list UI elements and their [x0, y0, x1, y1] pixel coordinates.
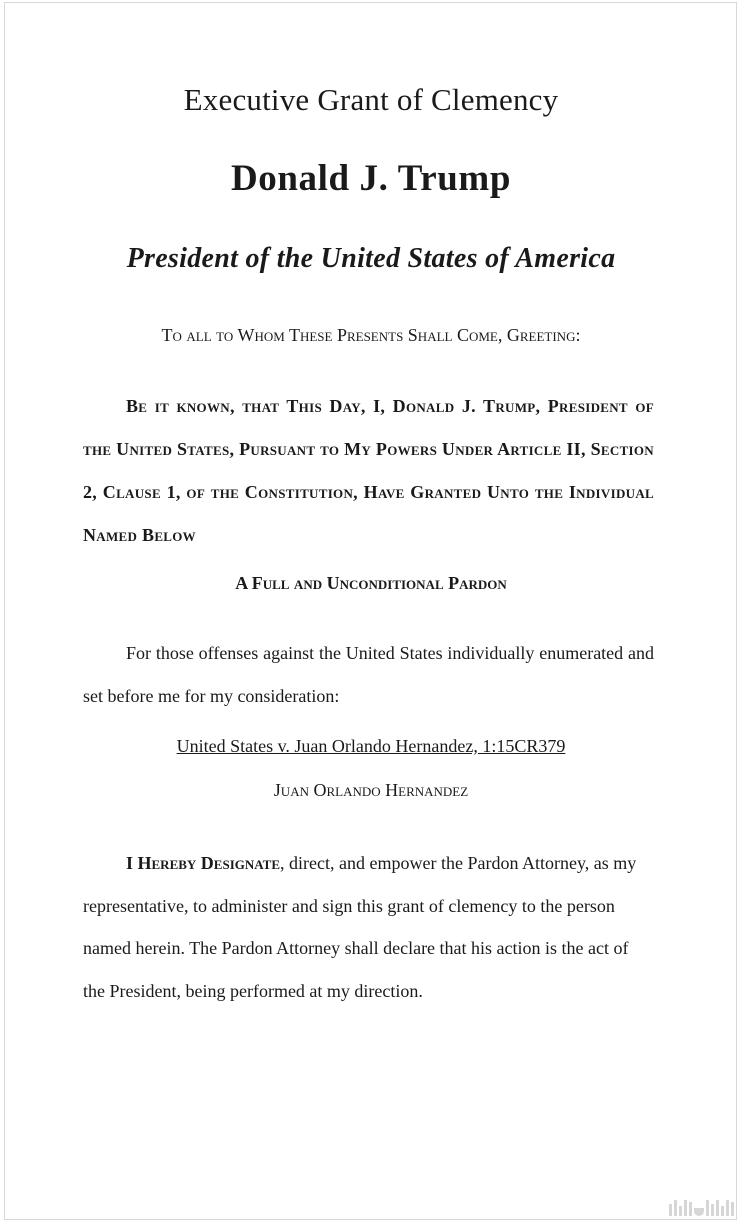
pardon-type: A Full and Unconditional Pardon — [235, 573, 507, 593]
case-caption: United States v. Juan Orlando Hernandez, 1:15CR379 — [176, 736, 566, 756]
watermark-bars-icon — [669, 1198, 734, 1216]
greeting: To all to Whom These Presents Shall Come, Greeting: — [161, 325, 581, 345]
document-heading: Executive Grant of Clemency — [183, 82, 559, 117]
designation-paragraph — [83, 842, 654, 1012]
president-name: Donald J. Trump — [230, 158, 512, 199]
proclamation-paragraph: Be it known, that This Day, I, Donald J. Trump, President of the United States, Pursuant to My Powers Under Article II, Section 2, Clause 1, of the Constitution, Have Granted Unto the Individual Named Below — [83, 396, 654, 545]
pardoned-individual: Juan Orlando Hernandez — [273, 780, 469, 800]
designation-lead: I Hereby Designate — [126, 853, 281, 873]
office-title: President of the United States of America — [126, 243, 616, 274]
designation-text: , direct, and empower the Pardon Attorney, as my representative, to administer and sign this grant of clemency to the person named herein. The Pardon Attorney shall declare that his action is the act of the President, being performed at my direction. — [83, 853, 637, 1001]
offenses-paragraph: For those offenses against the United States individually enumerated and set before me for my consideration: — [83, 643, 654, 706]
